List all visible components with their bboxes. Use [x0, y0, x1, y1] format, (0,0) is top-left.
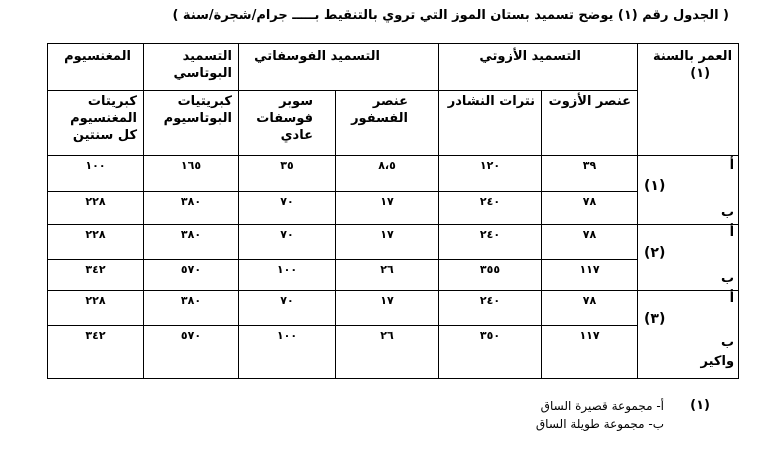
table-cell: ١١٧: [542, 260, 638, 291]
subheader-magnesium-sulfate: كبريتات المغنسيوم كل سنتين: [48, 91, 144, 156]
magnesium-header: المغنسيوم: [48, 44, 144, 91]
row-letter: أ: [729, 291, 735, 306]
table-cell: ٢٦: [336, 260, 439, 291]
table-caption: ( الجدول رقم (١) يوضح تسميد بستان الموز التي تروي بالتنقيط بـــــ جرام/شجرة/سنة ): [172, 8, 729, 23]
row-extra-label: واكير: [700, 354, 735, 369]
subheader-ammonium-nitrate: نترات النشادر: [439, 91, 542, 156]
table-cell: ٣٩: [542, 156, 638, 192]
table-cell: ٢٤٠: [439, 291, 542, 326]
row-letter: أ: [729, 158, 735, 173]
table-row: [48, 192, 739, 225]
table-cell: ٣٥: [239, 156, 336, 192]
age-group-label: (٣): [644, 311, 666, 327]
table-cell: ١٧: [336, 192, 439, 225]
age-label-cell: [638, 291, 688, 379]
table-cell: ٣٨٠: [144, 192, 239, 225]
age-header: العمر بالسنة (١): [638, 44, 739, 156]
fertilization-table: [47, 43, 739, 379]
table-cell: ٣٨٠: [144, 225, 239, 260]
subheader-superphosphate: سوبر فوسفات عادي: [239, 91, 336, 156]
table-cell: ٥٧٠: [144, 260, 239, 291]
table-cell: ٣٨٠: [144, 291, 239, 326]
table-cell: ٢٦: [336, 326, 439, 379]
table-cell: ٣٤٢: [48, 260, 144, 291]
table-row: [48, 260, 739, 291]
table-cell: ٧٠: [239, 291, 336, 326]
table-cell: ١٠٠: [239, 326, 336, 379]
table-cell: ١١٧: [542, 326, 638, 379]
table-cell: ٧٠: [239, 192, 336, 225]
potassium-header: التسميد البوتاسي: [144, 44, 239, 91]
table-cell: ٢٢٨: [48, 225, 144, 260]
table-cell: ٢٢٨: [48, 192, 144, 225]
table-cell: ٧٨: [542, 291, 638, 326]
table-cell: ١٠٠: [239, 260, 336, 291]
table-cell: ٣٤٢: [48, 326, 144, 379]
table-cell: ٢٢٨: [48, 291, 144, 326]
subheader-potassium-sulfate: كبريتيات البوتاسيوم: [144, 91, 239, 156]
age-label-cell: [638, 156, 688, 225]
age-group-label: (١): [644, 178, 666, 194]
table-cell: ١٧: [336, 291, 439, 326]
table-cell: ٣٥٥: [439, 260, 542, 291]
age-group-cell: [688, 291, 739, 379]
row-letter: أ: [729, 225, 735, 240]
table-cell: ٢٤٠: [439, 225, 542, 260]
table-cell: ٨،٥: [336, 156, 439, 192]
table-cell: ٥٧٠: [144, 326, 239, 379]
table-cell: ٧٨: [542, 192, 638, 225]
row-letter: ب: [720, 271, 735, 286]
age-label-cell: [638, 225, 688, 291]
phosphate-header: التسميد الفوسفاتي: [239, 44, 439, 91]
table-cell: ٣٥٠: [439, 326, 542, 379]
table-cell: ١٢٠: [439, 156, 542, 192]
table-row: [48, 156, 739, 192]
footnote-line-2: ب- مجموعة طويلة الساق: [535, 417, 664, 431]
table-cell: ٢٤٠: [439, 192, 542, 225]
table-row: [48, 291, 739, 326]
age-group-cell: [688, 225, 739, 291]
age-group-cell: [688, 156, 739, 225]
table-cell: ١٧: [336, 225, 439, 260]
table-cell: ١٠٠: [48, 156, 144, 192]
footnote-line-1: أ- مجموعة قصيرة الساق: [540, 399, 664, 413]
table-row: [48, 225, 739, 260]
table-cell: ٧٠: [239, 225, 336, 260]
subheader-phosphorus-element: عنصر الفسفور: [336, 91, 439, 156]
row-letter: ب: [720, 205, 735, 220]
table-cell: ٧٨: [542, 225, 638, 260]
table-row: [48, 326, 739, 379]
table-cell: ١٦٥: [144, 156, 239, 192]
age-group-label: (٢): [644, 245, 666, 261]
subheader-nitrogen-element: عنصر الأزوت: [542, 91, 638, 156]
footnote-marker: (١): [690, 398, 710, 413]
nitrogen-header: التسميد الأزوتي: [439, 44, 638, 91]
row-letter: ب: [720, 335, 735, 350]
